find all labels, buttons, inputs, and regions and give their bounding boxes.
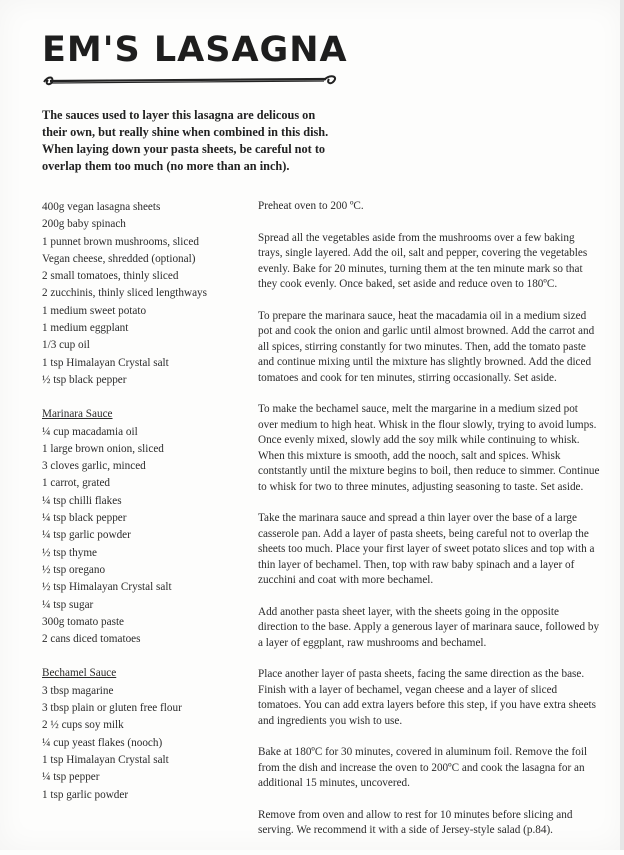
- ingredient-item: 3 tbsp plain or gluten free flour: [42, 702, 182, 715]
- ingredient-item: 3 cloves garlic, minced: [42, 460, 146, 473]
- ingredient-item: 300g tomato paste: [42, 615, 125, 628]
- ingredient-item: 1 punnet brown mushrooms, sliced: [42, 235, 199, 248]
- ingredient-item: 1 medium sweet potato: [42, 304, 147, 317]
- method-step: To prepare the marinara sauce, heat the macadamia oil in a medium sized pot and cook the onion and garlic until almost browned. Add the carrot and all spices, stirring constantly for two minutes. Then, add the tomato paste and continue mixing until the mixture has slightly browned. Add the diced tomatoes and cook for ten minutes, stirring occasionally. Set aside.: [258, 309, 595, 384]
- method-column: [258, 199, 600, 855]
- recipe-title: EM'S LASAGNA: [42, 30, 348, 70]
- ingredient-item: 1 carrot, grated: [42, 477, 111, 490]
- method-step: Place another layer of pasta sheets, facing the same direction as the base. Finish with a layer of bechamel, vegan cheese and a layer of sliced tomatoes. You can add extra layers before this step, if you have extra sheets and ingredients you wish to use.: [258, 668, 597, 727]
- ingredient-item: ½ tsp oregano: [42, 563, 106, 576]
- method-step: Add another pasta sheet layer, with the sheets going in the opposite direction to the base. Apply a generous layer of marinara sauce, followed by a layer of eggplant, raw mushrooms and bechamel.: [258, 605, 600, 649]
- ingredients-column: [42, 199, 242, 804]
- ingredient-item: ¼ cup yeast flakes (nooch): [42, 736, 163, 749]
- main-ingredients-list: [42, 199, 242, 389]
- ingredient-item: 2 small tomatoes, thinly sliced: [42, 270, 179, 283]
- bechamel-ingredients-list: [42, 683, 242, 804]
- ingredient-item: ½ tsp black pepper: [42, 373, 127, 386]
- marinara-sauce-heading: Marinara Sauce: [42, 408, 113, 421]
- ingredient-item: 1 medium eggplant: [42, 322, 129, 335]
- ingredient-item: ¼ tsp garlic powder: [42, 529, 131, 542]
- method-step: Spread all the vegetables aside from the mushrooms over a few baking trays, single layered. Add the oil, salt and pepper, covering the vegetables evenly. Bake for 20 minutes, turning them at the ten minute mark so that they cook evenly. Once baked, set aside and reduce oven to 180ºC.: [258, 231, 588, 290]
- ingredient-item: 3 tbsp magarine: [42, 684, 114, 697]
- method-step: Remove from oven and allow to rest for 10 minutes before slicing and serving. We recommend it with a side of Jersey-style salad (p.84).: [258, 808, 573, 836]
- ingredient-item: 1 large brown onion, sliced: [42, 442, 164, 455]
- method-step: Preheat oven to 200 ºC.: [258, 200, 364, 212]
- method-step: Bake at 180ºC for 30 minutes, covered in aluminum foil. Remove the foil from the dish and increase the oven to 200ºC and cook the lasagna for an additional 15 minutes, uncovered.: [258, 746, 588, 789]
- marinara-ingredients-list: [42, 424, 242, 649]
- title-underline-flourish-icon: [40, 70, 340, 90]
- ingredient-item: 400g vegan lasagna sheets: [42, 201, 161, 213]
- ingredient-item: 200g baby spinach: [42, 218, 126, 231]
- ingredient-item: 1/3 cup oil: [42, 339, 90, 352]
- ingredient-item: 1 tsp garlic powder: [42, 788, 129, 801]
- ingredient-item: ½ tsp thyme: [42, 546, 98, 559]
- ingredient-item: 2 ½ cups soy milk: [42, 719, 124, 732]
- ingredient-item: 2 zucchinis, thinly sliced lengthways: [42, 287, 207, 300]
- ingredient-item: ¼ cup macadamia oil: [42, 425, 138, 438]
- bechamel-sauce-heading: Bechamel Sauce: [42, 667, 117, 680]
- recipe-intro: The sauces used to layer this lasagna are delicous on their own, but really shine when combined in this dish. When laying down your pasta sheets, be careful not to overlap them too much (no more than an inch).: [42, 108, 329, 173]
- ingredient-item: ¼ tsp chilli flakes: [42, 494, 122, 507]
- ingredient-item: 1 tsp Himalayan Crystal salt: [42, 753, 169, 766]
- ingredient-item: ¼ tsp pepper: [42, 771, 100, 784]
- ingredient-item: 1 tsp Himalayan Crystal salt: [42, 356, 169, 369]
- method-step: Take the marinara sauce and spread a thin layer over the base of a large casserole pan. Add a layer of pasta sheets, being careful not to overlap the sheets too much. Place your first layer of sweet potato slices and top with a thin layer of bechamel. Then, top with raw baby spinach and a layer of zucchini and coat with more bechamel.: [258, 512, 595, 586]
- ingredient-item: ¼ tsp black pepper: [42, 512, 127, 525]
- ingredient-item: Vegan cheese, shredded (optional): [42, 252, 196, 265]
- ingredient-item: ¼ tsp sugar: [42, 598, 94, 611]
- method-step: To make the bechamel sauce, melt the margarine in a medium sized pot over medium to high heat. Whisk in the flour slowly, trying to avoid lumps. Once evenly mixed, slowly add the soy milk while continuing to whisk. When this mixture is smooth, add the nooch, salt and spices. Whisk contstantly until the mixture begins to boil, then reduce to simmer. Continue to whisk for two to three minutes, adjusting seasoning to taste. Set aside.: [258, 403, 600, 493]
- ingredient-item: ½ tsp Himalayan Crystal salt: [42, 581, 172, 594]
- ingredient-item: 2 cans diced tomatoes: [42, 633, 141, 646]
- page-edge: [620, 0, 624, 850]
